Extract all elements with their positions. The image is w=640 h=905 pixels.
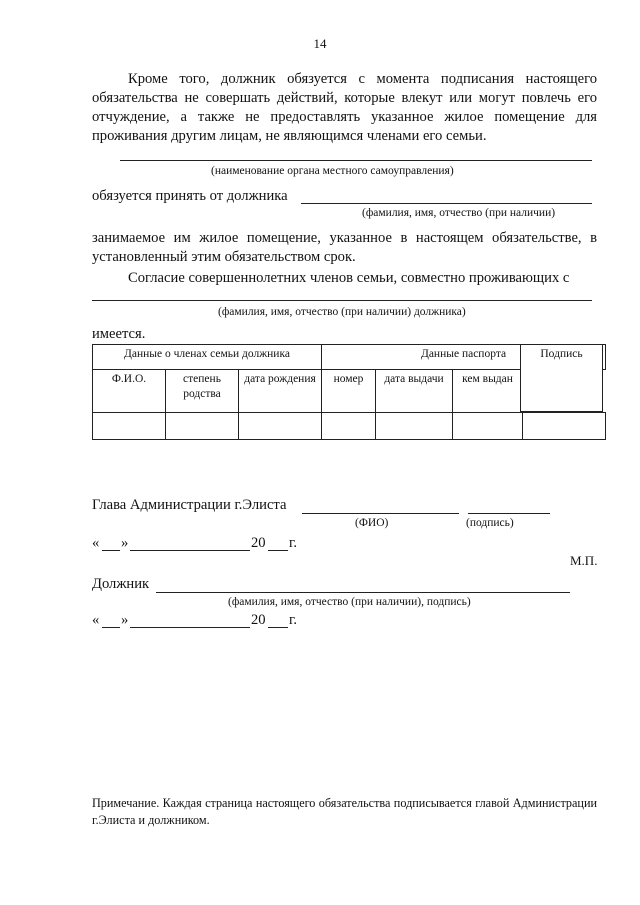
caption-debtor-sign: (фамилия, имя, отчество (при наличии), подпись) <box>228 596 471 608</box>
head-fio-line <box>302 513 459 514</box>
date2-day-line <box>102 627 120 628</box>
date2-month-line <box>130 627 250 628</box>
page-number: 14 <box>313 36 327 51</box>
paragraph-obligation: Кроме того, должник обязуется с момента подписания настоящего обязательства не совершать действий, которые влекут или могут повлечь его отчуждение, а также не предоставлять указанное жилое помещение для проживания другим лицам, не являющимся членами его семьи. <box>92 71 597 144</box>
date2-quote-open: « <box>92 612 100 628</box>
date-quote-open: « <box>92 535 100 551</box>
cell-issue-date[interactable] <box>376 413 453 440</box>
date2-quote-close: » <box>121 612 129 628</box>
head-label: Глава Администрации г.Элиста <box>92 497 287 513</box>
stamp-label: М.П. <box>570 553 598 568</box>
debtor-sign-line <box>156 592 570 593</box>
cell-fio[interactable] <box>93 413 166 440</box>
cell-signature[interactable] <box>523 413 606 440</box>
date-year-line <box>268 550 288 551</box>
table-row <box>93 413 606 440</box>
debtor-label: Должник <box>92 576 150 592</box>
caption-authority: (наименование органа местного самоуправления) <box>211 165 454 177</box>
header-issued-by: кем выдан <box>453 370 523 413</box>
cell-kinship[interactable] <box>166 413 239 440</box>
header-signature: Подпись <box>520 344 603 412</box>
caption-fio: (ФИО) <box>355 517 389 529</box>
debtor-full-line <box>92 300 592 301</box>
date2-year-line <box>268 627 288 628</box>
cell-birthdate[interactable] <box>239 413 322 440</box>
date2-year-prefix: 20 <box>251 612 266 628</box>
caption-debtor-name: (фамилия, имя, отчество (при наличии) <box>362 207 556 219</box>
header-number: номер <box>322 370 376 413</box>
date-day-line <box>102 550 120 551</box>
footnote: Примечание. Каждая страница настоящего обязательства подписывается главой Администрации г.Элиста и должником. <box>92 796 597 827</box>
cell-number[interactable] <box>322 413 376 440</box>
date-quote-close: » <box>121 535 129 551</box>
paragraph-premises: занимаемое им жилое помещение, указанное в настоящем обязательстве, в установленный этим обязательством срок. <box>92 230 597 265</box>
header-issue-date: дата выдачи <box>376 370 453 413</box>
header-kinship: степень родства <box>166 370 239 413</box>
date-year-prefix: 20 <box>251 535 266 551</box>
header-birthdate: дата рождения <box>239 370 322 413</box>
authority-line <box>120 160 592 161</box>
caption-debtor-full: (фамилия, имя, отчество (при наличии) должника) <box>218 306 466 318</box>
header-family-group: Данные о членах семьи должника <box>93 345 322 370</box>
header-fio: Ф.И.О. <box>93 370 166 413</box>
caption-signature: (подпись) <box>466 517 514 529</box>
header-passport-group: Данные паспорта <box>322 345 606 370</box>
date-year-suffix: г. <box>289 535 297 551</box>
date2-year-suffix: г. <box>289 612 297 628</box>
paragraph-consent: Согласие совершеннолетних членов семьи, совместно проживающих с <box>128 270 570 286</box>
debtor-name-line <box>301 203 592 204</box>
date-month-line <box>130 550 250 551</box>
available-label: имеется. <box>92 326 146 342</box>
cell-issued-by[interactable] <box>453 413 523 440</box>
head-signature-line <box>468 513 550 514</box>
accept-label: обязуется принять от должника <box>92 188 288 204</box>
